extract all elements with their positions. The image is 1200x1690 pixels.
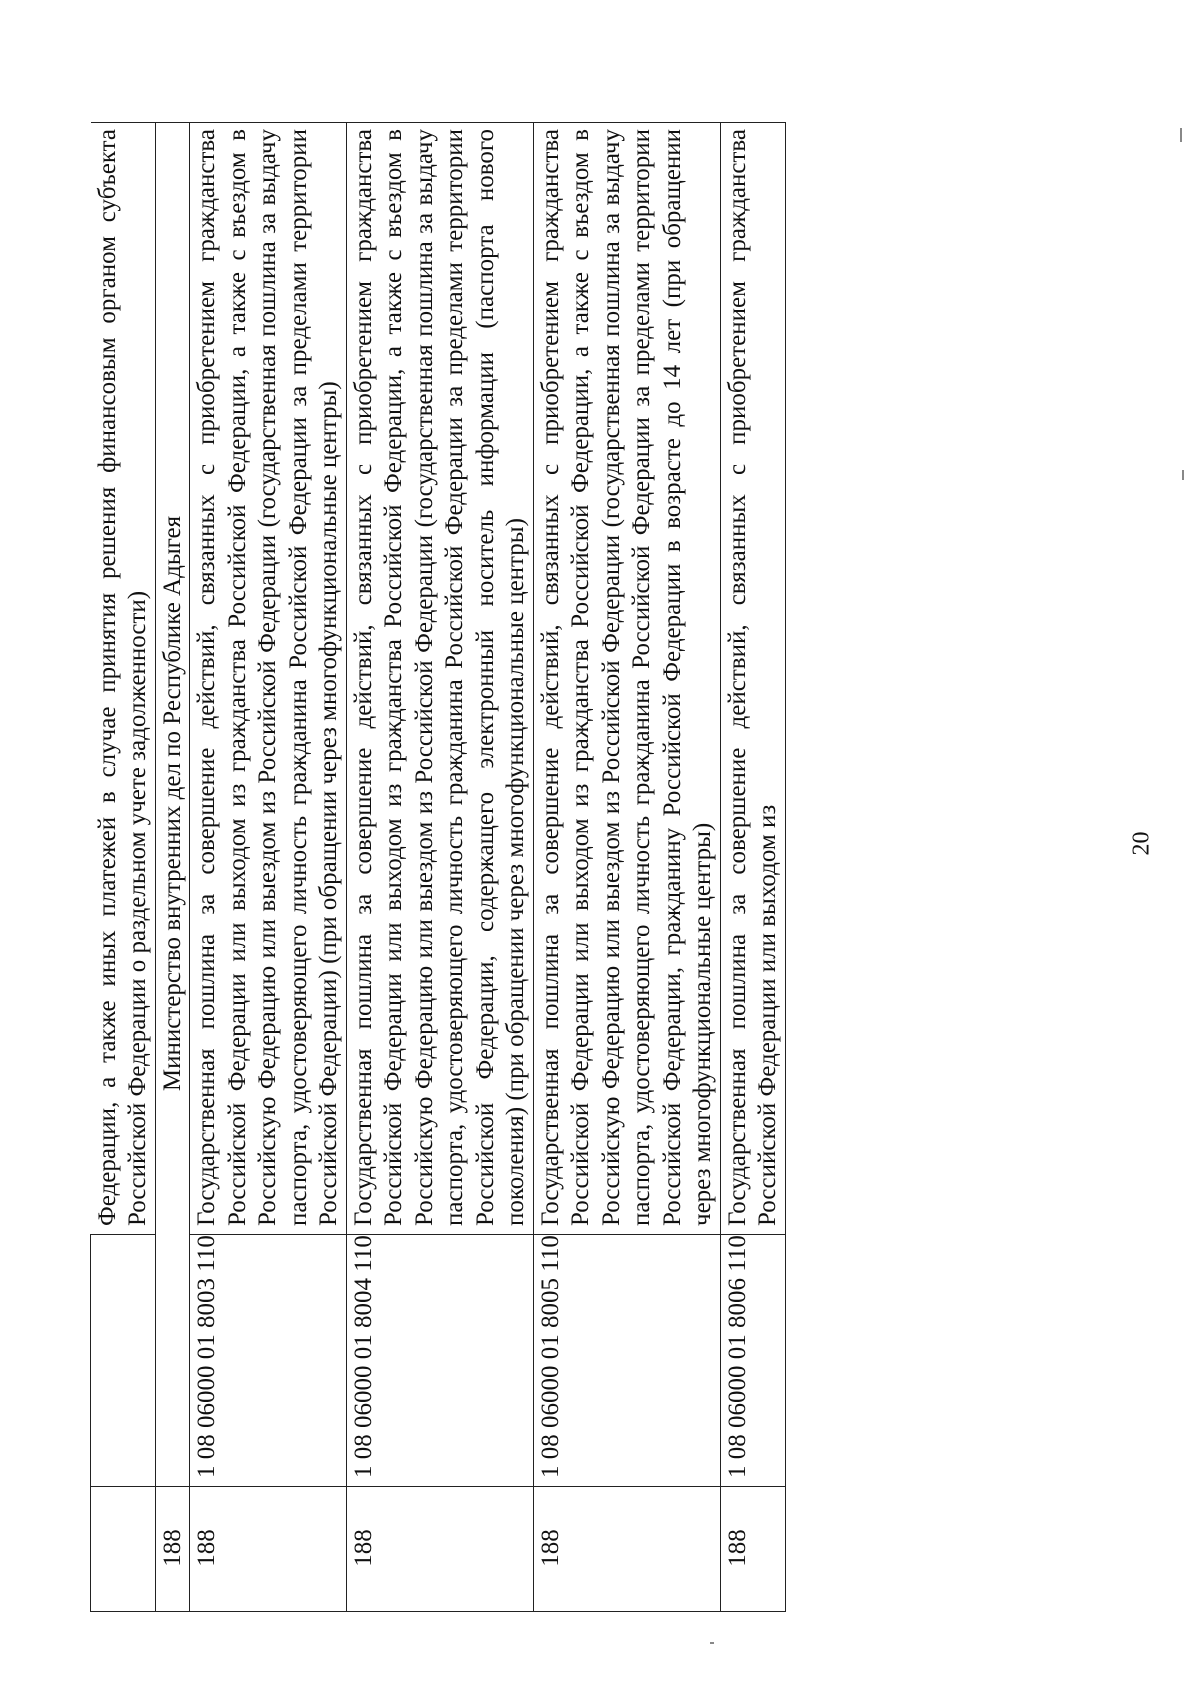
admin-code-cell: 188 [720, 1487, 785, 1612]
admin-code-cell: 188 [346, 1487, 533, 1612]
scan-artifact [1182, 470, 1184, 480]
table-row [720, 123, 785, 1612]
ministry-title: Министерство внутренних дел по Республике Адыгея [155, 123, 190, 1487]
income-name-cell: Государственная пошлина за совершение действий, связанных с приобретением гражданства Российской Федерации или выходом из гражданства Российской Федерации, а также с въездом в Российскую Федерацию или выездом из Российской Федерации (государственная пошлина за выдачу паспорта, удостоверяющего личность гражданина Российской Федерации за пределами территории Российской Федерации) (при обращении через многофункциональные центры) [190, 123, 347, 1235]
table-row [533, 123, 720, 1612]
income-name-cell: Федерации, а также иных платежей в случае принятия решения финансовым органом субъекта Российской Федерации о раздельном учете задолженности) [91, 123, 156, 1235]
rotated-table-block [90, 122, 1090, 1612]
table-row-continuation [91, 123, 156, 1612]
budget-code-cell: 1 08 06000 01 8004 110 [346, 1235, 533, 1487]
page-number: 20 [1128, 831, 1155, 856]
income-name-cell: Государственная пошлина за совершение действий, связанных с приобретением гражданства Российской Федерации или выходом из гражданства Российской Федерации, а также с въездом в Российскую Федерацию или выездом из Российской Федерации (государственная пошлина за выдачу паспорта, удостоверяющего личность гражданина Российской Федерации за пределами территории Российской Федерации, гражданину Российской Федерации в возрасте до 14 лет (при обращении через многофункциональные центры) [533, 123, 720, 1235]
table-row [190, 123, 347, 1612]
scan-artifact [1180, 128, 1182, 142]
admin-code-cell [91, 1487, 156, 1612]
budget-code-cell [91, 1235, 156, 1487]
income-name-cell: Государственная пошлина за совершение действий, связанных с приобретением гражданства Российской Федерации или выходом из [720, 123, 785, 1235]
admin-code-cell: 188 [155, 1487, 190, 1612]
budget-code-cell: 1 08 06000 01 8005 110 [533, 1235, 720, 1487]
table-row [346, 123, 533, 1612]
admin-code-cell: 188 [190, 1487, 347, 1612]
admin-code-cell: 188 [533, 1487, 720, 1612]
scan-artifact [710, 1642, 714, 1644]
budget-code-cell: 1 08 06000 01 8003 110 [190, 1235, 347, 1487]
budget-codes-table [90, 122, 786, 1612]
table-row-ministry [155, 123, 190, 1612]
budget-code-cell: 1 08 06000 01 8006 110 [720, 1235, 785, 1487]
income-name-cell: Государственная пошлина за совершение действий, связанных с приобретением гражданства Российской Федерации или выходом из гражданства Российской Федерации, а также с въездом в Российскую Федерацию или выездом из Российской Федерации (государственная пошлина за выдачу паспорта, удостоверяющего личность гражданина Российской Федерации за пределами территории Российской Федерации, содержащего электронный носитель информации (паспорта нового поколения) (при обращении через многофункциональные центры) [346, 123, 533, 1235]
